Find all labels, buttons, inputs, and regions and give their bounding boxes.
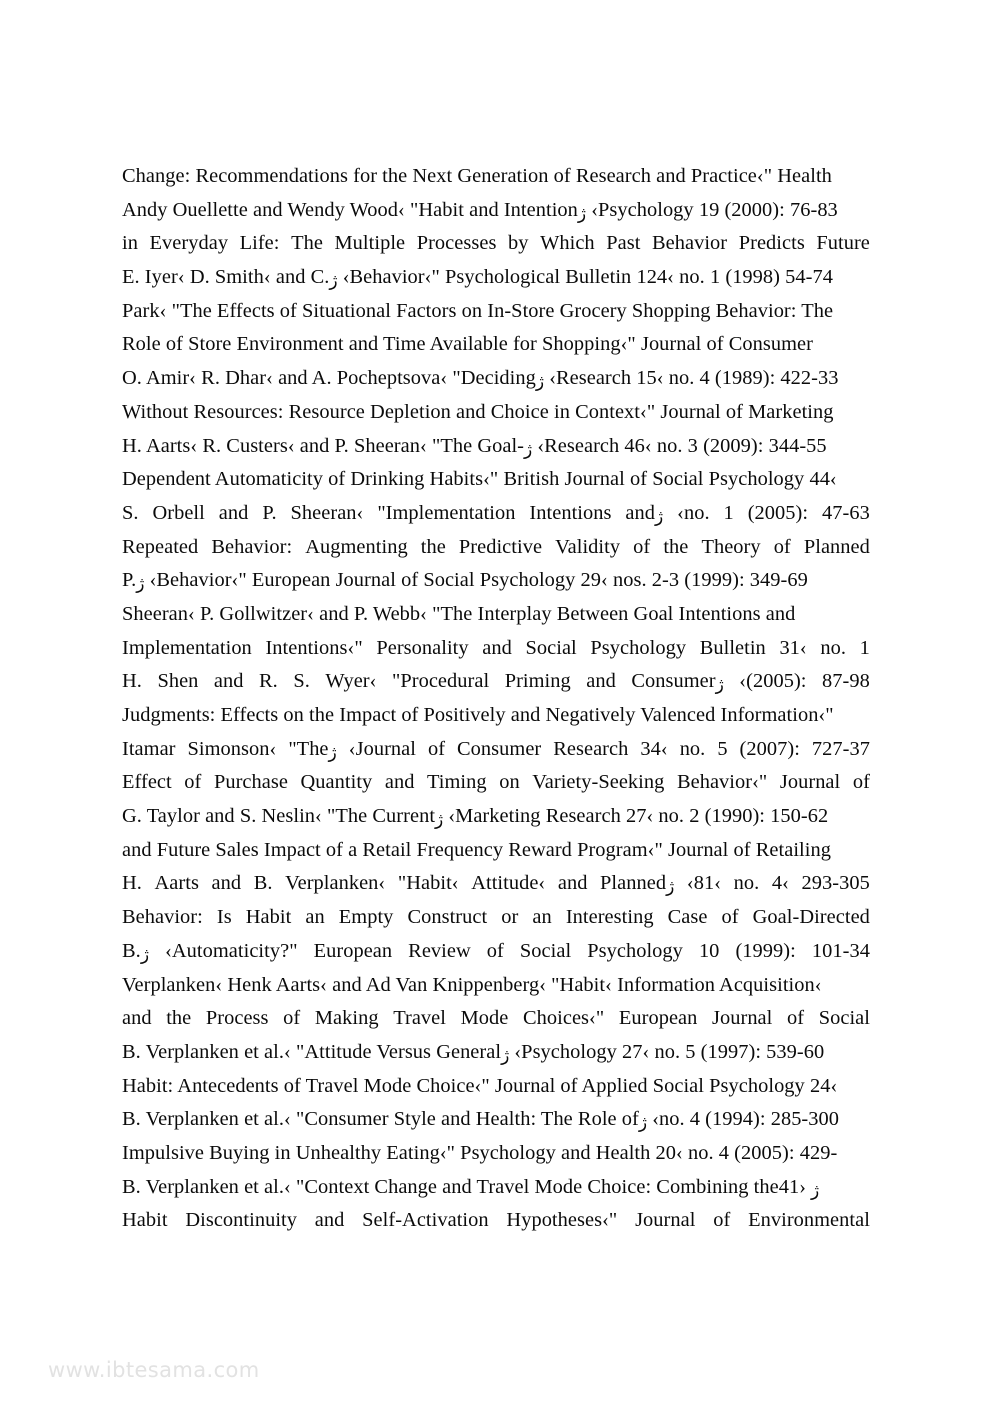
line-word: Behavior xyxy=(652,232,728,255)
line-word: Behavior: xyxy=(211,535,293,558)
document-line xyxy=(122,497,870,531)
line-word: Past xyxy=(606,232,641,255)
line-word: ‹81‹ xyxy=(686,872,722,895)
line-word: Social xyxy=(519,939,572,962)
line-word: of xyxy=(184,771,202,794)
line-word: Choices‹" xyxy=(522,1007,605,1030)
document-line: G. Taylor and S. Neslin‹ "The Currentژ ‹Marketing Research 27‹ no. 2 (1990): 150-62 xyxy=(122,805,829,831)
ocr-artifact-glyph: ژ xyxy=(136,574,145,595)
line-word: 727-37 xyxy=(811,737,870,760)
line-word: Goal-Directed xyxy=(752,906,870,929)
line-word: Construct xyxy=(407,906,488,929)
line-word: Theory xyxy=(701,535,761,558)
line-word: The xyxy=(291,232,323,255)
line-word: Psychology xyxy=(590,636,687,659)
document-line xyxy=(122,867,870,901)
line-word: P. xyxy=(262,501,277,524)
ocr-artifact-glyph: ژ xyxy=(140,944,150,965)
line-word: Case xyxy=(667,906,708,929)
ocr-artifact-glyph: ژ xyxy=(811,1180,820,1201)
document-line: B. Verplanken et al.‹ "Attitude Versus Generalژ ‹Psychology 27‹ no. 5 (1997): 539-60 xyxy=(122,1040,825,1066)
line-word: (2005): xyxy=(747,501,809,524)
line-word: in xyxy=(122,232,138,255)
line-word: Behavior‹" xyxy=(676,771,768,794)
line-word: Bulletin xyxy=(699,636,766,659)
line-word: Attitude‹ xyxy=(471,872,546,895)
line-word: Multiple xyxy=(334,232,406,255)
line-word: ‹(2005): xyxy=(739,670,807,693)
line-word: "Theژ xyxy=(288,737,337,763)
document-line xyxy=(122,531,870,565)
line-word: of xyxy=(713,1209,731,1232)
line-word: of xyxy=(852,771,870,794)
line-word: Environmental xyxy=(748,1209,870,1232)
line-word: by xyxy=(508,232,529,255)
line-word: Intentions‹" xyxy=(265,636,363,659)
line-word: and xyxy=(482,636,512,659)
line-word: Priming xyxy=(504,670,571,693)
line-word: Future xyxy=(816,232,870,255)
line-word: Review xyxy=(408,939,471,962)
line-word: Journal xyxy=(779,771,841,794)
document-line: E. Iyer‹ D. Smith‹ and C.ژ ‹Behavior‹" Psychological Bulletin 124‹ no. 1 (1998) 54-74 xyxy=(122,266,833,292)
line-word: 87-98 xyxy=(822,670,870,693)
ocr-artifact-glyph: ژ xyxy=(435,810,444,831)
document-line: B. Verplanken et al.‹ "Context Change and Travel Mode Choice: Combining the ژ ‹41 xyxy=(122,1175,820,1201)
document-line xyxy=(122,632,870,666)
line-word: 5 xyxy=(717,737,728,760)
line-word: Social xyxy=(818,1007,870,1030)
line-word: "Procedural xyxy=(391,670,490,693)
document-line: Verplanken‹ Henk Aarts‹ and Ad Van Knippenberg‹ "Habit‹ Information Acquisition‹ xyxy=(122,973,822,996)
line-word: Verplanken‹ xyxy=(285,872,386,895)
line-word: ‹Journal xyxy=(348,737,416,760)
line-word: Timing xyxy=(427,771,487,794)
line-word: S. xyxy=(293,670,310,693)
line-word: the xyxy=(420,535,446,558)
line-word: ‹no. xyxy=(677,501,710,524)
ocr-artifact-glyph: ژ xyxy=(655,506,664,527)
line-word: Psychology xyxy=(587,939,683,962)
line-word: no. xyxy=(733,872,760,895)
line-word: European xyxy=(618,1007,698,1030)
line-word: and xyxy=(384,771,415,794)
line-word: H. xyxy=(122,872,142,895)
line-word: or xyxy=(501,906,519,929)
line-word: Behavior: xyxy=(122,906,203,929)
ocr-artifact-glyph: ژ xyxy=(638,1113,648,1134)
line-word: Social xyxy=(525,636,577,659)
line-word: Plannedژ xyxy=(600,872,675,898)
line-word: Life: xyxy=(239,232,280,255)
line-word: 4‹ xyxy=(771,872,789,895)
line-word: Journal xyxy=(712,1007,773,1030)
document-line: Impulsive Buying in Unhealthy Eating‹" Psychology and Health 20‹ no. 4 (2005): 429- xyxy=(122,1141,838,1164)
line-word: Discontinuity xyxy=(185,1209,298,1232)
line-word: Simonson‹ xyxy=(187,737,277,760)
ocr-artifact-glyph: ژ xyxy=(577,203,587,224)
line-word: Research xyxy=(553,737,629,760)
line-word: Aarts xyxy=(154,872,199,895)
document-line xyxy=(122,935,870,969)
line-word: Shen xyxy=(157,670,199,693)
document-line: Role of Store Environment and Time Available for Shopping‹" Journal of Consumer xyxy=(122,333,813,356)
line-word: R. xyxy=(259,670,278,693)
line-word: Implementation xyxy=(122,636,252,659)
document-line: Dependent Automaticity of Drinking Habits‹" British Journal of Social Psychology 44‹ xyxy=(122,468,837,491)
line-word: Wyer‹ xyxy=(325,670,377,693)
line-word: 47-63 xyxy=(822,501,870,524)
document-line xyxy=(122,733,870,767)
line-word: Mode xyxy=(460,1007,509,1030)
document-line: Change: Recommendations for the Next Generation of Research and Practice‹" Health xyxy=(122,165,832,187)
document-line: Andy Ouellette and Wendy Wood‹ "Habit and Intentionژ ‹Psychology 19 (2000): 76-83 xyxy=(122,198,838,224)
line-word: Process xyxy=(205,1007,269,1030)
document-line: P.ژ ‹Behavior‹" European Journal of Social Psychology 29‹ nos. 2-3 (1999): 349-69 xyxy=(122,569,808,595)
line-word: of xyxy=(633,535,651,558)
line-word: Intentions xyxy=(529,501,612,524)
line-word: and xyxy=(557,872,588,895)
ocr-artifact-glyph: ژ xyxy=(715,675,724,696)
document-line xyxy=(122,665,870,699)
line-word: and xyxy=(314,1209,345,1232)
line-word: Predicts xyxy=(738,232,805,255)
line-word: Travel xyxy=(393,1007,446,1030)
line-word: Empty xyxy=(338,906,394,929)
line-word: Effect xyxy=(122,771,172,794)
line-word: Hypotheses‹" xyxy=(506,1209,618,1232)
line-word: European xyxy=(313,939,393,962)
document-line: Habit: Antecedents of Travel Mode Choice‹" Journal of Applied Social Psychology 24‹ xyxy=(122,1074,838,1097)
line-word: B. xyxy=(253,872,273,895)
line-word: Is xyxy=(216,906,232,929)
line-word: of xyxy=(427,737,446,760)
document-text-column xyxy=(122,160,870,1238)
line-word: 1 xyxy=(723,501,734,524)
site-watermark: www.ibtesama.com xyxy=(48,1358,260,1382)
line-word: and xyxy=(218,501,249,524)
line-word: S. xyxy=(122,501,139,524)
line-word: Habit xyxy=(122,1209,168,1232)
line-word: of xyxy=(787,1007,805,1030)
line-word: 293-305 xyxy=(801,872,870,895)
line-word: Itamar xyxy=(122,737,176,760)
line-word: an xyxy=(532,906,552,929)
document-line xyxy=(122,1002,870,1036)
line-word: Self-Activation xyxy=(362,1209,489,1232)
line-word: and xyxy=(122,1007,152,1030)
line-word: no. xyxy=(679,737,706,760)
ocr-artifact-glyph: ژ xyxy=(329,271,338,292)
line-word: Variety-Seeking xyxy=(532,771,665,794)
line-word: 10 xyxy=(698,939,720,962)
ocr-artifact-glyph: ژ xyxy=(328,742,337,763)
line-word: Repeated xyxy=(122,535,199,558)
line-word: Purchase xyxy=(213,771,288,794)
document-line: Park‹ "The Effects of Situational Factors on In-Store Grocery Shopping Behavior: The xyxy=(122,299,834,322)
line-word: Interesting xyxy=(565,906,654,929)
line-word: Consumerژ xyxy=(631,670,724,696)
document-line: B. Verplanken et al.‹ "Consumer Style and Health: The Role ofژ ‹no. 4 (1994): 285-300 xyxy=(122,1108,840,1134)
document-line: and Future Sales Impact of a Retail Frequency Reward Program‹" Journal of Retailing xyxy=(122,838,831,861)
line-word: Consumer xyxy=(457,737,542,760)
ocr-artifact-glyph: ژ xyxy=(535,372,545,393)
line-word: 31‹ xyxy=(779,636,807,659)
line-word: 1 xyxy=(859,636,870,659)
document-line: Without Resources: Resource Depletion and Choice in Context‹" Journal of Marketing xyxy=(122,400,834,423)
document-line: H. Aarts‹ R. Custers‹ and P. Sheeran‹ "The Goal-ژ ‹Research 46‹ no. 3 (2009): 344-55 xyxy=(122,434,827,460)
line-word: Validity xyxy=(555,535,621,558)
document-line xyxy=(122,1204,870,1238)
line-word: Quantity xyxy=(300,771,373,794)
line-word: of xyxy=(721,906,739,929)
line-word: Which xyxy=(540,232,595,255)
ocr-artifact-glyph: ژ xyxy=(666,877,675,898)
line-word: Predictive xyxy=(458,535,543,558)
line-word: an xyxy=(305,906,325,929)
document-line: O. Amir‹ R. Dhar‹ and A. Pocheptsova‹ "Decidingژ ‹Research 15‹ no. 4 (1989): 422-33 xyxy=(122,367,839,393)
line-word: and xyxy=(213,670,244,693)
line-word: Sheeran‹ xyxy=(290,501,364,524)
line-word: ‹Automaticity?" xyxy=(165,939,298,962)
line-word: Habit xyxy=(245,906,292,929)
line-word: 34‹ xyxy=(640,737,668,760)
line-word: Making xyxy=(314,1007,379,1030)
document-line xyxy=(122,901,870,935)
line-word: H. xyxy=(122,670,142,693)
line-word: Orbell xyxy=(152,501,205,524)
document-line xyxy=(122,766,870,800)
line-word: on xyxy=(499,771,520,794)
line-word: (1999): xyxy=(735,939,796,962)
line-word: "Habit‹ xyxy=(397,872,459,895)
document-line xyxy=(122,227,870,261)
line-word: of xyxy=(486,939,504,962)
line-word: (2007): xyxy=(739,737,800,760)
line-word: Augmenting xyxy=(305,535,408,558)
document-line: Sheeran‹ P. Gollwitzer‹ and P. Webb‹ "The Interplay Between Goal Intentions and xyxy=(122,602,796,625)
document-line: Judgments: Effects on the Impact of Positively and Negatively Valenced Information‹" xyxy=(122,704,834,726)
line-word: and xyxy=(586,670,616,693)
line-word: the xyxy=(663,535,689,558)
line-word: of xyxy=(773,535,791,558)
line-word: "Implementation xyxy=(377,501,516,524)
line-word: B.ژ xyxy=(122,939,150,965)
line-word: 101-34 xyxy=(811,939,870,962)
line-word: Personality xyxy=(376,636,469,659)
ocr-artifact-glyph: ژ xyxy=(524,439,533,460)
line-word: andژ xyxy=(625,501,664,527)
line-word: Processes xyxy=(416,232,497,255)
ocr-artifact-glyph: ژ xyxy=(501,1045,510,1066)
line-word: the xyxy=(166,1007,192,1030)
line-word: Planned xyxy=(803,535,870,558)
line-word: of xyxy=(283,1007,301,1030)
line-word: no. xyxy=(820,636,847,659)
line-word: Journal xyxy=(635,1209,696,1232)
line-word: and xyxy=(211,872,242,895)
line-word: Everyday xyxy=(149,232,229,255)
